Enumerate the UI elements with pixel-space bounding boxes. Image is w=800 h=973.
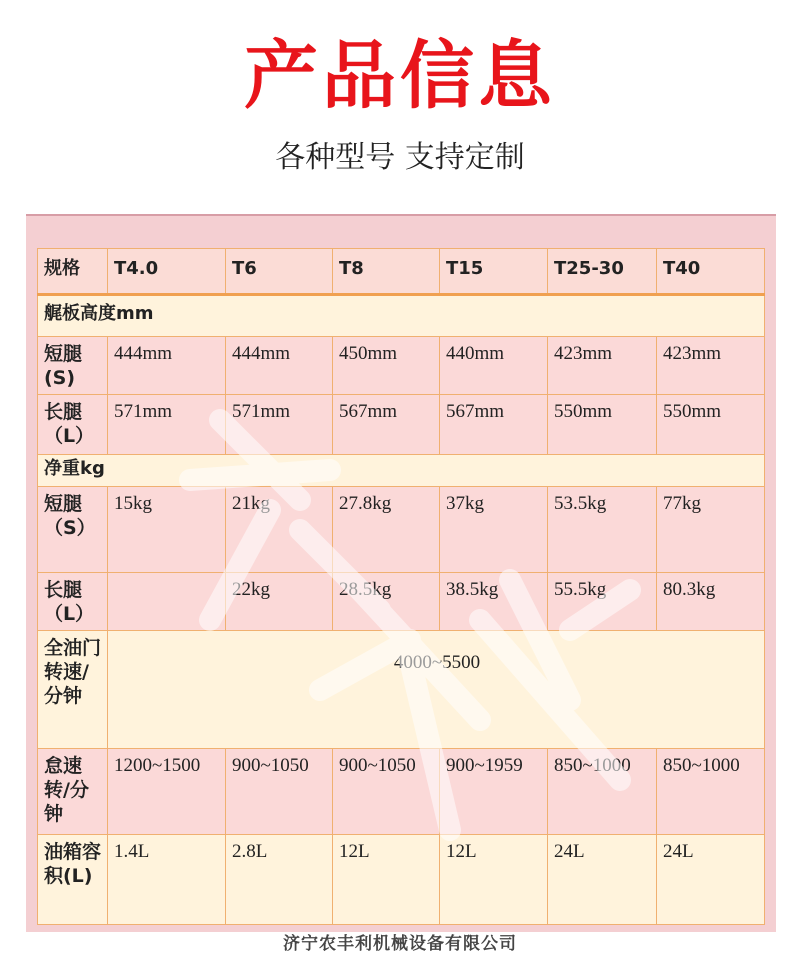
table-cell: 444mm bbox=[226, 337, 333, 395]
table-cell: 550mm bbox=[548, 395, 657, 455]
section-row-net-weight bbox=[38, 455, 765, 487]
row-label: 短腿（S） bbox=[38, 487, 108, 573]
section-row-transom-height bbox=[38, 295, 765, 337]
table-row bbox=[38, 337, 765, 395]
table-cell: 571mm bbox=[226, 395, 333, 455]
table-cell: 55.5kg bbox=[548, 573, 657, 631]
header-cell: T6 bbox=[226, 249, 333, 295]
row-label: 长腿（L） bbox=[38, 395, 108, 455]
table-cell: 850~1000 bbox=[548, 749, 657, 835]
table-cell: 567mm bbox=[440, 395, 548, 455]
spec-table bbox=[37, 248, 765, 925]
table-cell: 1.4L bbox=[108, 835, 226, 925]
table-cell: 900~1050 bbox=[226, 749, 333, 835]
table-cell: 77kg bbox=[657, 487, 765, 573]
table-row bbox=[38, 487, 765, 573]
table-cell: 423mm bbox=[548, 337, 657, 395]
section-title: 艉板高度mm bbox=[38, 295, 765, 337]
table-cell: 2.8L bbox=[226, 835, 333, 925]
table-row bbox=[38, 835, 765, 925]
header-cell: T40 bbox=[657, 249, 765, 295]
row-label: 油箱容积(L) bbox=[38, 835, 108, 925]
table-cell: 24L bbox=[548, 835, 657, 925]
table-cell: 12L bbox=[440, 835, 548, 925]
row-label: 短腿(S) bbox=[38, 337, 108, 395]
table-cell: 850~1000 bbox=[657, 749, 765, 835]
table-cell: 900~1050 bbox=[333, 749, 440, 835]
header-cell: T8 bbox=[333, 249, 440, 295]
table-cell: 15kg bbox=[108, 487, 226, 573]
table-cell: 450mm bbox=[333, 337, 440, 395]
page-subtitle: 各种型号 支持定制 bbox=[275, 140, 525, 175]
table-cell: 440mm bbox=[440, 337, 548, 395]
row-label: 长腿（L） bbox=[38, 573, 108, 631]
row-label: 全油门转速/分钟 bbox=[38, 631, 108, 749]
company-footer: 济宁农丰利机械设备有限公司 bbox=[283, 934, 517, 954]
table-cell-merged: 4000~5500 bbox=[108, 631, 765, 749]
table-cell: 444mm bbox=[108, 337, 226, 395]
table-row bbox=[38, 749, 765, 835]
table-cell: 38.5kg bbox=[440, 573, 548, 631]
table-cell: 900~1959 bbox=[440, 749, 548, 835]
header-cell: T25-30 bbox=[548, 249, 657, 295]
table-cell: 80.3kg bbox=[657, 573, 765, 631]
table-row bbox=[38, 631, 765, 749]
table-cell: 1200~1500 bbox=[108, 749, 226, 835]
table-cell: 53.5kg bbox=[548, 487, 657, 573]
section-title: 净重kg bbox=[38, 455, 765, 487]
row-label: 怠速转/分钟 bbox=[38, 749, 108, 835]
table-cell: 27.8kg bbox=[333, 487, 440, 573]
table-cell: 24L bbox=[657, 835, 765, 925]
table-cell: 567mm bbox=[333, 395, 440, 455]
table-cell: 12L bbox=[333, 835, 440, 925]
header-cell: T15 bbox=[440, 249, 548, 295]
table-cell: 22kg bbox=[226, 573, 333, 631]
table-cell: 550mm bbox=[657, 395, 765, 455]
table-row bbox=[38, 395, 765, 455]
table-header-row bbox=[38, 249, 765, 295]
table-cell: 21kg bbox=[226, 487, 333, 573]
header-cell: 规格 bbox=[38, 249, 108, 295]
table-cell: 423mm bbox=[657, 337, 765, 395]
page-title: 产品信息 bbox=[244, 33, 556, 119]
table-cell: 571mm bbox=[108, 395, 226, 455]
table-row bbox=[38, 573, 765, 631]
table-cell bbox=[108, 573, 226, 631]
table-cell: 37kg bbox=[440, 487, 548, 573]
header-cell: T4.0 bbox=[108, 249, 226, 295]
table-cell: 28.5kg bbox=[333, 573, 440, 631]
